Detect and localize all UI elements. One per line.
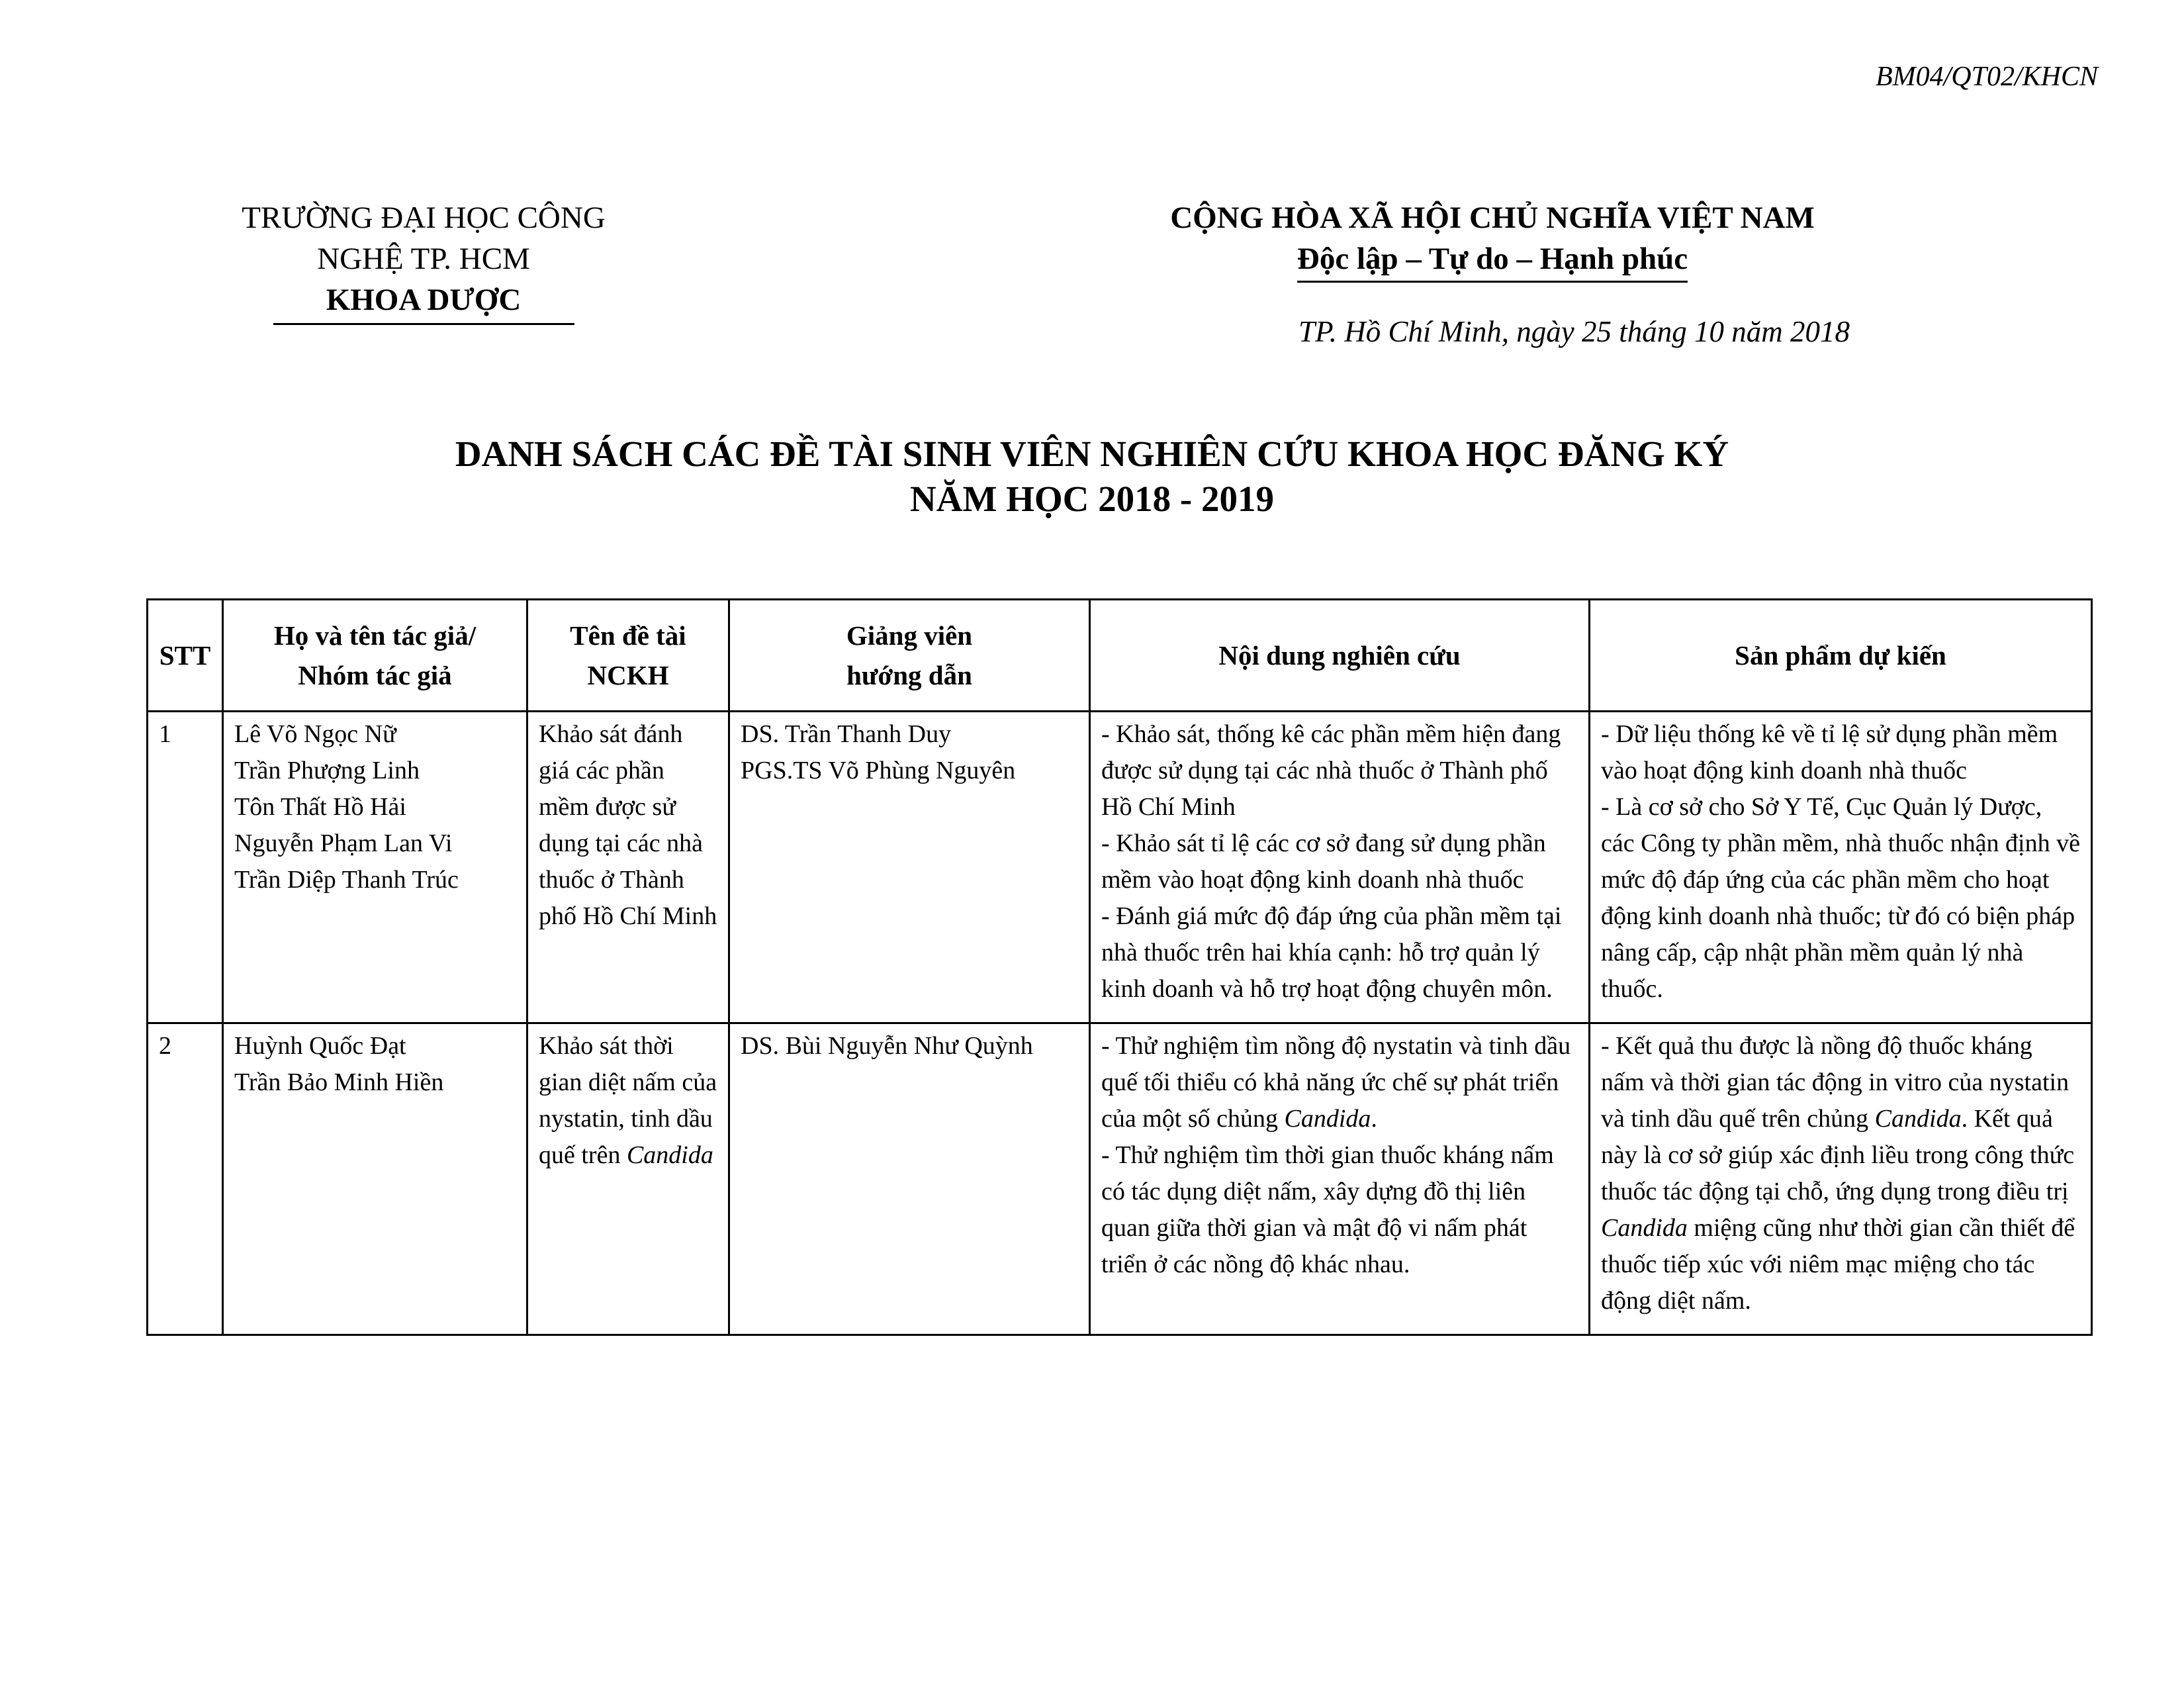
content-text-end: . bbox=[1371, 1105, 1377, 1133]
place-date: TP. Hồ Chí Minh, ngày 25 tháng 10 năm 2018 bbox=[1298, 315, 1850, 348]
table-row bbox=[148, 712, 2092, 1023]
header-left bbox=[238, 197, 609, 325]
product-text-1: - Kết quả thu được là nồng độ thuốc kháng nấm và thời gian tác động in vitro của nystatin và tinh dầu quế trên chủng bbox=[1601, 1032, 2070, 1133]
product-italic-term-2: Candida bbox=[1601, 1214, 1688, 1242]
faculty-underline bbox=[273, 323, 574, 325]
document-title bbox=[0, 432, 2184, 522]
content-italic-term: Candida bbox=[1284, 1105, 1371, 1133]
cell-topic bbox=[527, 1023, 729, 1335]
national-motto: Độc lập – Tự do – Hạnh phúc bbox=[1297, 238, 1688, 283]
topic-text: Khảo sát thời gian diệt nấm của nystatin, tinh dầu quế trên bbox=[539, 1032, 717, 1169]
cell-content bbox=[1090, 1023, 1590, 1335]
cell-stt: 2 bbox=[148, 1023, 223, 1335]
faculty-name: KHOA DƯỢC bbox=[326, 283, 522, 317]
topics-table bbox=[146, 598, 2093, 1336]
header-stt: STT bbox=[148, 600, 223, 712]
title-line-2: NĂM HỌC 2018 - 2019 bbox=[910, 479, 1274, 519]
product-italic-term-1: Candida bbox=[1874, 1105, 1962, 1133]
republic-name: CỘNG HÒA XÃ HỘI CHỦ NGHĨA VIỆT NAM bbox=[1170, 201, 1815, 235]
table-header-row bbox=[148, 600, 2092, 712]
product-text-2: . Kết quả này là cơ sở giúp xác định liều trong công thức thuốc tác động tại chỗ, ứng dụng trong điều trị bbox=[1601, 1105, 2075, 1205]
cell-stt: 1 bbox=[148, 712, 223, 1023]
header-supervisor: Giảng viên hướng dẫn bbox=[729, 600, 1090, 712]
cell-supervisor: DS. Bùi Nguyễn Như Quỳnh bbox=[729, 1023, 1090, 1335]
header-right bbox=[1029, 197, 1956, 283]
cell-content: - Khảo sát, thống kê các phần mềm hiện đang được sử dụng tại các nhà thuốc ở Thành phố Hồ Chí Minh - Khảo sát tỉ lệ các cơ sở đang sử dụng phần mềm vào hoạt động kinh doanh nhà thuốc - Đánh giá mức độ đáp ứng của phần mềm tại nhà thuốc trên hai khía cạnh: hỗ trợ quản lý kinh doanh và hỗ trợ hoạt động chuyên môn. bbox=[1090, 712, 1590, 1023]
cell-topic: Khảo sát đánh giá các phần mềm được sử dụng tại các nhà thuốc ở Thành phố Hồ Chí Minh bbox=[527, 712, 729, 1023]
cell-product bbox=[1590, 1023, 2092, 1335]
cell-product: - Dữ liệu thống kê về tỉ lệ sử dụng phần mềm vào hoạt động kinh doanh nhà thuốc - Là cơ sở cho Sở Y Tế, Cục Quản lý Dược, các Công ty phần mềm, nhà thuốc nhận định về mức độ đáp ứng của các phần mềm cho hoạt động kinh doanh nhà thuốc; từ đó có biện pháp nâng cấp, cập nhật phần mềm quản lý nhà thuốc. bbox=[1590, 712, 2092, 1023]
title-line-1: DANH SÁCH CÁC ĐỀ TÀI SINH VIÊN NGHIÊN CỨU KHOA HỌC ĐĂNG KÝ bbox=[455, 434, 1729, 474]
form-code: BM04/QT02/KHCN bbox=[1875, 62, 2098, 92]
product-text-3: miệng cũng như thời gian cần thiết để thuốc tiếp xúc với niêm mạc miệng cho tác động diệt nấm. bbox=[1601, 1214, 2075, 1315]
header-authors: Họ và tên tác giả/ Nhóm tác giả bbox=[223, 600, 527, 712]
table-row bbox=[148, 1023, 2092, 1335]
header-topic: Tên đề tài NCKH bbox=[527, 600, 729, 712]
topic-italic-term: Candida bbox=[626, 1141, 713, 1169]
header-product: Sản phẩm dự kiến bbox=[1590, 600, 2092, 712]
university-name: TRƯỜNG ĐẠI HỌC CÔNG NGHỆ TP. HCM bbox=[242, 201, 606, 276]
cell-authors: Huỳnh Quốc Đạt Trần Bảo Minh Hiền bbox=[223, 1023, 527, 1335]
cell-authors: Lê Võ Ngọc Nữ Trần Phượng Linh Tôn Thất Hồ Hải Nguyễn Phạm Lan Vi Trần Diệp Thanh Trúc bbox=[223, 712, 527, 1023]
header-content: Nội dung nghiên cứu bbox=[1090, 600, 1590, 712]
content-item-2: - Thử nghiệm tìm thời gian thuốc kháng nấm có tác dụng diệt nấm, xây dựng đồ thị liên quan giữa thời gian và mật độ vi nấm phát triển ở các nồng độ khác nhau. bbox=[1101, 1141, 1554, 1278]
cell-supervisor: DS. Trần Thanh Duy PGS.TS Võ Phùng Nguyên bbox=[729, 712, 1090, 1023]
content-item-1 bbox=[1101, 1028, 1578, 1137]
content-text: - Thử nghiệm tìm nồng độ nystatin và tinh dầu quế tối thiểu có khả năng ức chế sự phát triển của một số chủng bbox=[1101, 1032, 1571, 1133]
